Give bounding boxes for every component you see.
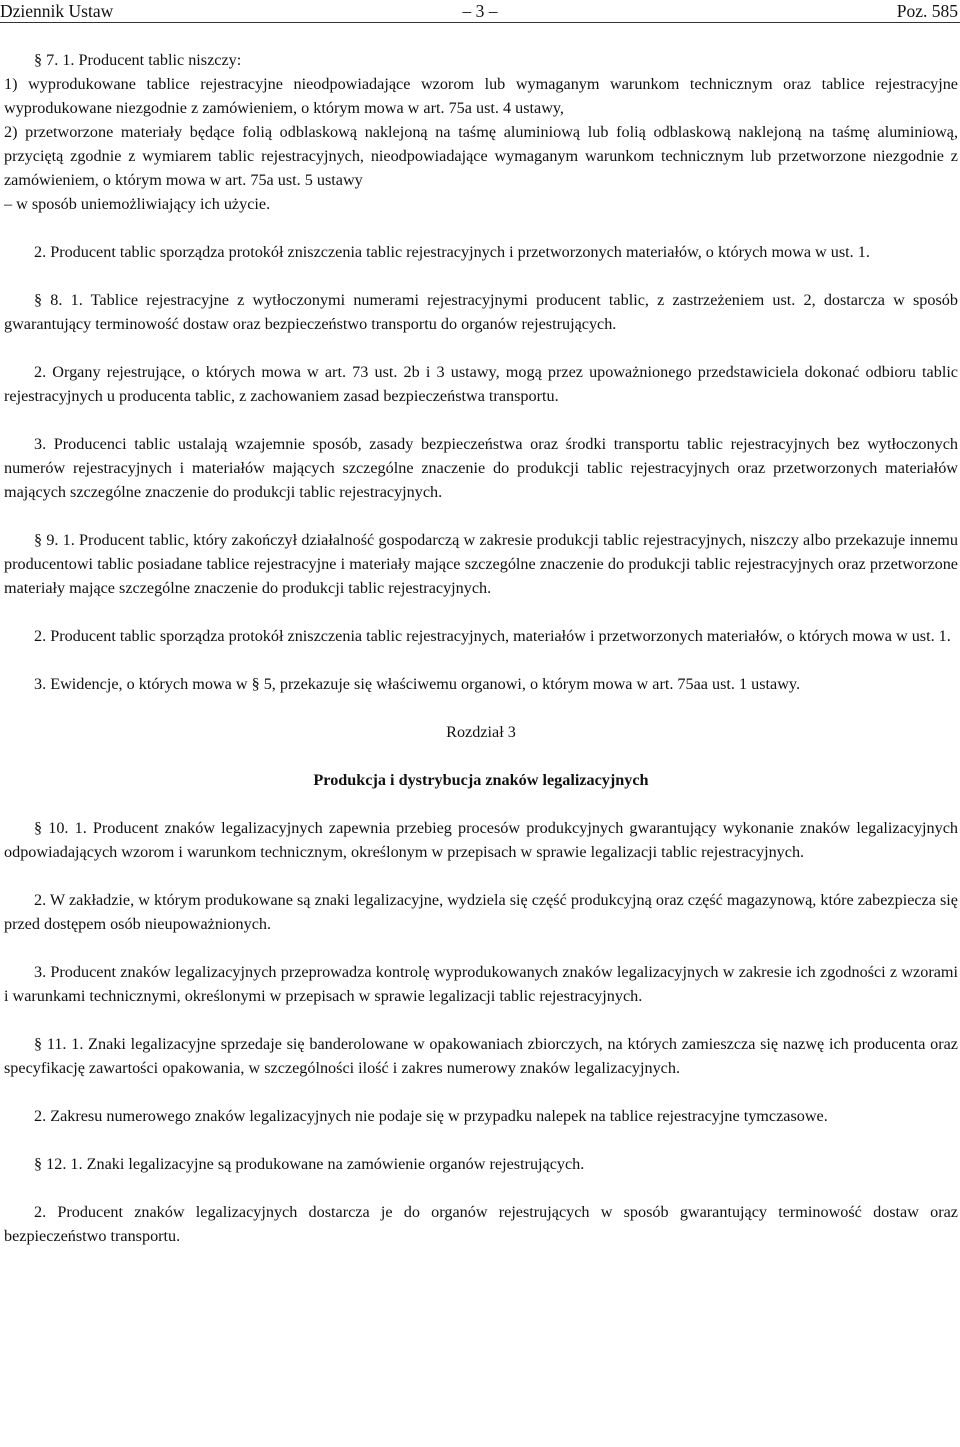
list-item-s7-1-1: 1) wyprodukowane tablice rejestracyjne nieodpowiadające wzorom lub wymaganym warunkom technicznym oraz tablice rejestracyjne wyprodukowane niezgodnie z zamówieniem, o którym mowa w art. 75a ust. 4 ustawy, bbox=[4, 75, 958, 117]
paragraph-s8-1: § 8. 1. Tablice rejestracyjne z wytłoczonymi numerami rejestracyjnymi producent tablic, z zastrzeżeniem ust. 2, dostarcza w sposób gwarantujący terminowość dostaw oraz bezpieczeństwo transportu do organów rejestrujących. bbox=[4, 291, 958, 333]
paragraph-s11-1: § 11. 1. Znaki legalizacyjne sprzedaje się banderolowane w opakowaniach zbiorczych, na których zamieszcza się nazwę ich producenta oraz specyfikację zawartości opakowania, w szczególności ilość i zakres numerowy znaków legalizacyjnych. bbox=[4, 1035, 958, 1077]
position-number: Poz. 585 bbox=[896, 1, 958, 21]
paragraph-s8-2: 2. Organy rejestrujące, o których mowa w art. 73 ust. 2b i 3 ustawy, mogą przez upoważnionego przedstawiciela dokonać odbioru tablic rejestracyjnych u producenta tablic, z zachowaniem zasad bezpieczeństwa transportu. bbox=[4, 363, 958, 405]
chapter-title: Produkcja i dystrybucja znaków legalizacyjnych bbox=[313, 771, 649, 789]
paragraph-s12-2: 2. Producent znaków legalizacyjnych dostarcza je do organów rejestrujących w sposób gwarantujący terminowość dostaw oraz bezpieczeństwo transportu. bbox=[4, 1203, 958, 1245]
paragraph-s10-3: 3. Producent znaków legalizacyjnych przeprowadza kontrolę wyprodukowanych znaków legalizacyjnych w zakresie ich zgodności z wzorami i warunkami technicznymi, określonymi w przepisach w sprawie legalizacji tablic rejestracyjnych. bbox=[4, 963, 958, 1005]
journal-title: Dziennik Ustaw bbox=[0, 1, 114, 21]
paragraph-s7-1-tail: – w sposób uniemożliwiający ich użycie. bbox=[4, 195, 271, 213]
paragraph-s11-2: 2. Zakresu numerowego znaków legalizacyjnych nie podaje się w przypadku nalepek na tablice rejestracyjne tymczasowe. bbox=[34, 1107, 828, 1125]
chapter-label: Rozdział 3 bbox=[446, 723, 516, 741]
paragraph-s7-2: 2. Producent tablic sporządza protokół zniszczenia tablic rejestracyjnych i przetworzonych materiałów, o których mowa w ust. 1. bbox=[34, 243, 870, 261]
header-divider bbox=[0, 22, 960, 23]
list-item-s7-1-2: 2) przetworzone materiały będące folią odblaskową naklejoną na taśmę aluminiową lub folią odblaskową naklejoną na taśmę aluminiową, przyciętą zgodnie z wymiarem tablic rejestracyjnych, nieodpowiadające wymaganym warunkom technicznym lub przetworzone niezgodnie z zamówieniem, o którym mowa w art. 75a ust. 5 ustawy bbox=[4, 123, 958, 189]
paragraph-s7-1: § 7. 1. Producent tablic niszczy: bbox=[34, 51, 242, 69]
paragraph-s9-1: § 9. 1. Producent tablic, który zakończył działalność gospodarczą w zakresie produkcji tablic rejestracyjnych, niszczy albo przekazuje innemu producentowi tablic posiadane tablice rejestracyjne i materiały mające szczególne znaczenie do produkcji tablic rejestracyjnych oraz przetworzone materiały mające szczególne znaczenie do produkcji tablic rejestracyjnych. bbox=[4, 531, 958, 597]
paragraph-s9-2: 2. Producent tablic sporządza protokół zniszczenia tablic rejestracyjnych, materiałów i przetworzonych materiałów, o których mowa w ust. 1. bbox=[34, 627, 951, 645]
paragraph-s9-3: 3. Ewidencje, o których mowa w § 5, przekazuje się właściwemu organowi, o którym mowa w art. 75aa ust. 1 ustawy. bbox=[34, 675, 801, 693]
document-body bbox=[4, 48, 958, 1248]
page-number: – 3 – bbox=[462, 1, 498, 21]
paragraph-s10-2: 2. W zakładzie, w którym produkowane są znaki legalizacyjne, wydziela się część produkcyjną oraz część magazynową, które zabezpiecza się przed dostępem osób nieupoważnionych. bbox=[4, 891, 958, 933]
paragraph-s12-1: § 12. 1. Znaki legalizacyjne są produkowane na zamówienie organów rejestrujących. bbox=[34, 1155, 585, 1173]
paragraph-s8-3: 3. Producenci tablic ustalają wzajemnie sposób, zasady bezpieczeństwa oraz środki transportu tablic rejestracyjnych bez wytłoczonych numerów rejestracyjnych i materiałów mających szczególne znaczenie do produkcji tablic rejestracyjnych oraz przetworzonych materiałów mających szczególne znaczenie do produkcji tablic rejestracyjnych. bbox=[4, 435, 958, 501]
paragraph-s10-1: § 10. 1. Producent znaków legalizacyjnych zapewnia przebieg procesów produkcyjnych gwarantujący wykonanie znaków legalizacyjnych odpowiadających wzorom i warunkom technicznym, określonym w przepisach w sprawie legalizacji tablic rejestracyjnych. bbox=[4, 819, 958, 861]
page-header bbox=[0, 0, 960, 22]
